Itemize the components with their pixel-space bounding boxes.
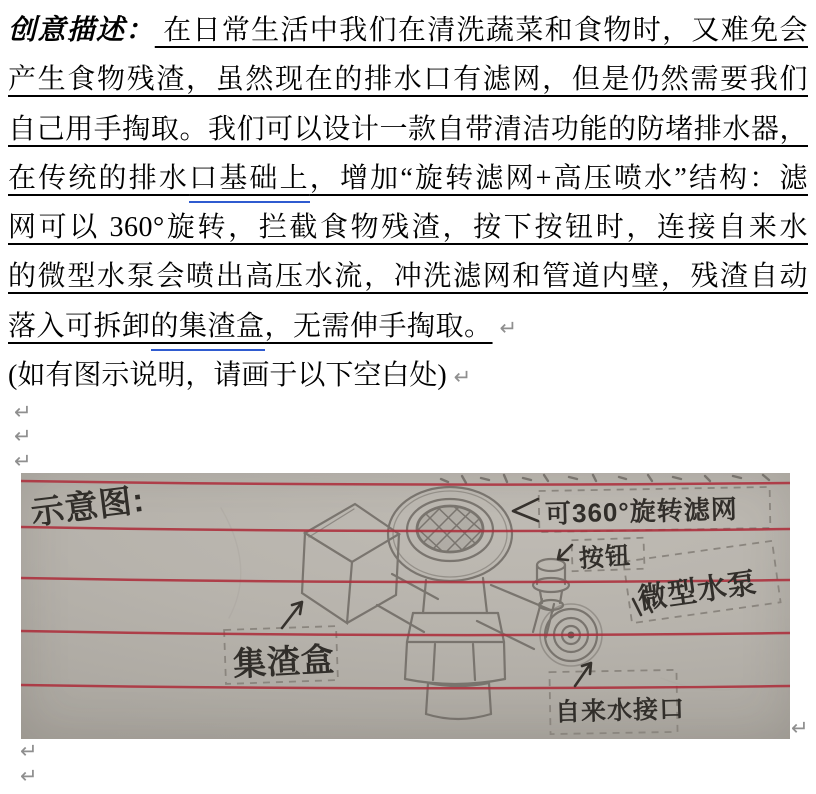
note-line[interactable] [8, 351, 808, 400]
paragraph-mark: ↵ [791, 715, 809, 740]
line-text: 网可以 360°旋转，拦截食物残渣，按下按钮时，连接自来水 [8, 212, 808, 244]
paragraph-mark: ↵ [14, 400, 32, 425]
paragraph-line-3[interactable] [8, 105, 808, 154]
water-inlet-arrow [575, 663, 591, 686]
drain-device-sketch [21, 473, 790, 739]
water-pump-drawing [477, 585, 602, 666]
paragraph-line-1[interactable] [8, 6, 808, 55]
drain-body-drawing [405, 578, 505, 719]
empty-paragraph[interactable] [20, 764, 816, 789]
residue-box-label: 集渣盒 [232, 640, 336, 683]
paragraph-mark: ↵ [20, 763, 38, 788]
ink-labels [29, 481, 759, 727]
paragraph-mark: ↵ [20, 738, 38, 763]
line-text: ，增加“旋转滤网+高压喷水”结构：滤 [309, 162, 808, 194]
paragraph-line-2[interactable] [8, 55, 808, 104]
paragraph-mark: ↵ [14, 448, 32, 473]
water-inlet-label: 自来水接口 [554, 695, 686, 727]
sketch-photo[interactable] [21, 473, 809, 740]
rotating-filter-drawing [388, 487, 512, 581]
empty-paragraph[interactable] [14, 449, 816, 473]
button-knob-drawing [533, 559, 569, 610]
paragraph-line-5[interactable] [8, 203, 808, 252]
empty-paragraph[interactable] [14, 424, 816, 448]
line-text: 的微型水泵会喷出高压水流，冲洗滤网和管道内壁，残渣自动 [8, 261, 808, 293]
sketch-caption: 示意图: [29, 480, 147, 532]
empty-paragraph[interactable] [20, 739, 816, 764]
line-text: 落入可拆卸 [8, 310, 151, 342]
cropped-handwriting-strokes [441, 475, 769, 483]
paragraph-line-6[interactable] [8, 252, 808, 301]
line-text: ，无需伸手掏取。 [264, 310, 493, 342]
grammar-flagged-text: 的集渣盒 [150, 310, 265, 342]
paragraph-mark: ↵ [14, 424, 32, 449]
line-text: 在日常生活中我们在清洗蔬菜和食物时，又难免会 [154, 15, 808, 46]
filter-label: 可360°旋转滤网 [544, 493, 739, 529]
pipe-line [377, 605, 424, 632]
paper-crease [221, 508, 241, 618]
pump-label: 微型水泵 [635, 567, 760, 616]
line-text: 产生食物残渣，虽然现在的排水口有滤网，但是仍然需要我们 [8, 64, 808, 96]
line-text: 在传统的排水 [8, 162, 190, 194]
paragraph-line-7[interactable] [8, 302, 808, 351]
paragraph-line-4[interactable] [8, 154, 808, 203]
line-text: 自己用手掏取。我们可以设计一款自带清洁功能的防堵排水器， [8, 113, 808, 145]
residue-box-arrow [282, 602, 302, 628]
paragraph-mark: ↵ [453, 365, 472, 390]
heading-label: 创意描述： [8, 15, 155, 46]
paragraph-mark: ↵ [499, 315, 518, 340]
grammar-flagged-text: 口基础上 [189, 162, 310, 194]
filter-arrow [513, 499, 538, 521]
empty-paragraph[interactable] [14, 400, 816, 424]
note-text: (如有图示说明，请画于以下空白处) [8, 360, 447, 392]
button-label: 按钮 [578, 541, 632, 574]
residue-box-cube [302, 504, 399, 623]
pipe-line [392, 574, 438, 599]
button-arrow [558, 545, 572, 560]
